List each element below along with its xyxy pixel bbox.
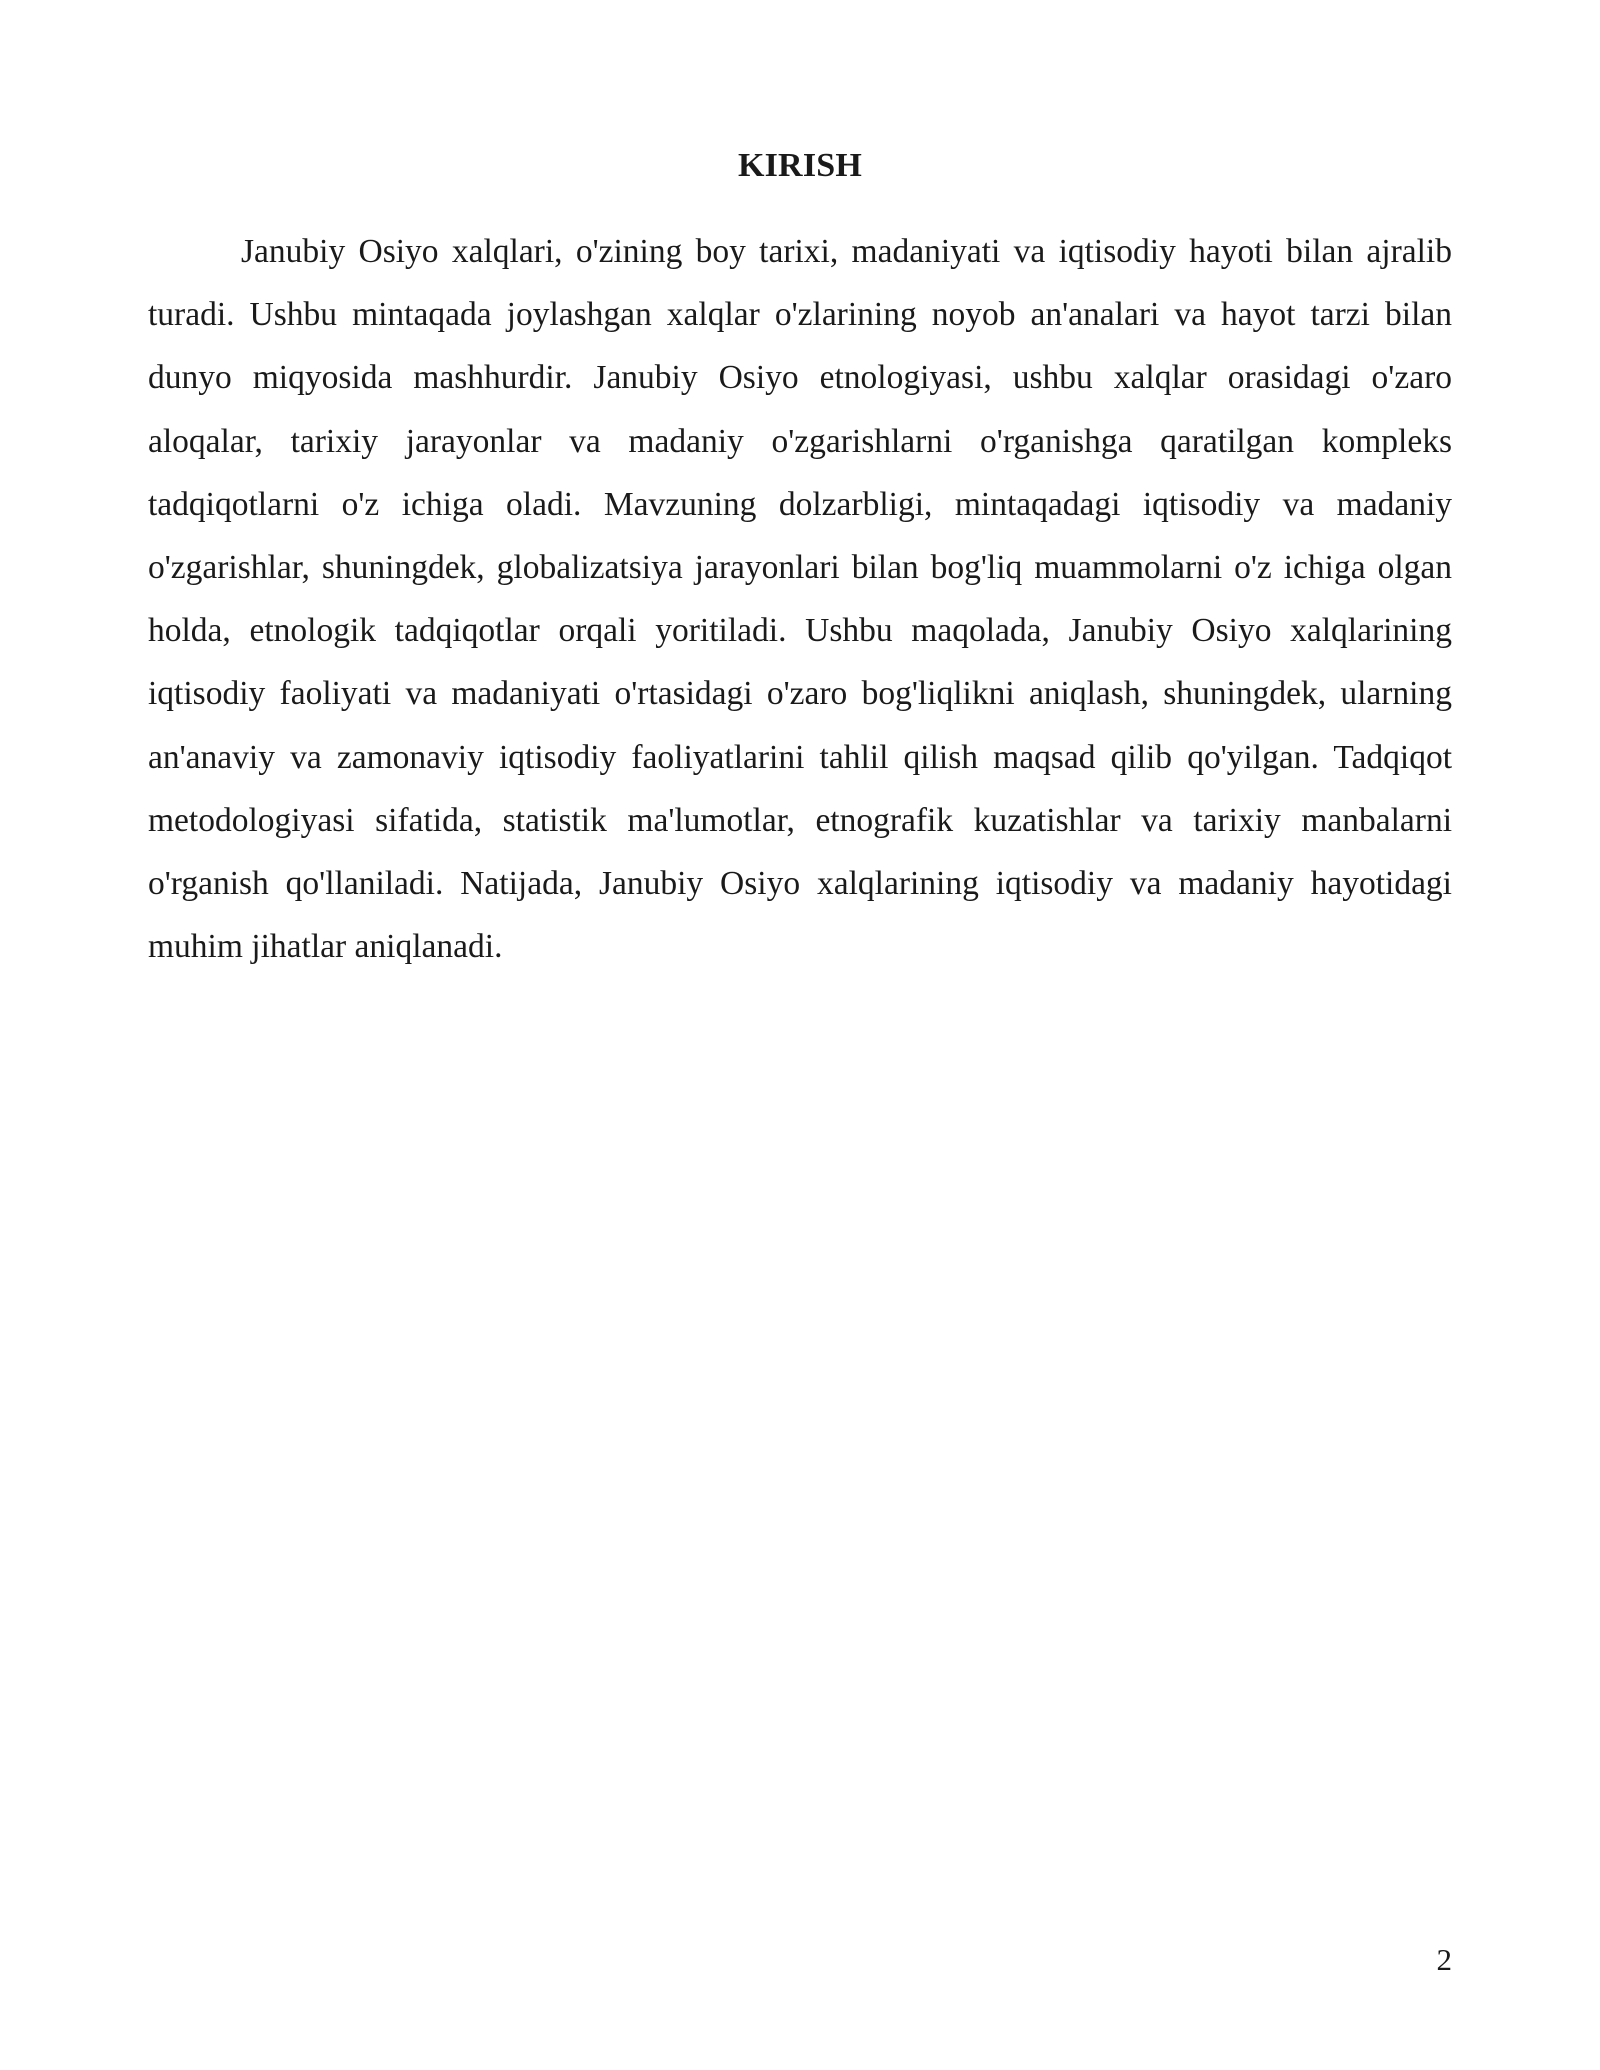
intro-paragraph: Janubiy Osiyo xalqlari, o'zining boy tarixi, madaniyati va iqtisodiy hayoti bilan ajralib turadi. Ushbu mintaqada joylashgan xalqlar o'zlarining noyob an'analari va hayot tarzi bilan dunyo miqyosida mashhurdir. Janubiy Osiyo etnologiyasi, ushbu xalqlar orasidagi o'zaro aloqalar, tarixiy jarayonlar va madaniy o'zgarishlarni o'rganishga qaratilgan kompleks tadqiqotlarni o'z ichiga oladi. Mavzuning dolzarbligi, mintaqadagi iqtisodiy va madaniy o'zgarishlar, shuningdek, globalizatsiya jarayonlari bilan bog'liq muammolarni o'z ichiga olgan holda, etnologik tadqiqotlar orqali yoritiladi. Ushbu maqolada, Janubiy Osiyo xalqlarining iqtisodiy faoliyati va madaniyati o'rtasidagi o'zaro bog'liqlikni aniqlash, shuningdek, ularning an'anaviy va zamonaviy iqtisodiy faoliyatlarini tahlil qilish maqsad qilib qo'yilgan. Tadqiqot metodologiyasi sifatida, statistik ma'lumotlar, etnografik kuzatishlar va tarixiy manbalarni o'rganish qo'llaniladi. Natijada, Janubiy Osiyo xalqlarining iqtisodiy va madaniy hayotidagi muhim jihatlar aniqlanadi. [148, 233, 1452, 966]
page-number: 2 [1436, 1942, 1452, 1977]
section-heading: KIRISH [737, 147, 863, 184]
